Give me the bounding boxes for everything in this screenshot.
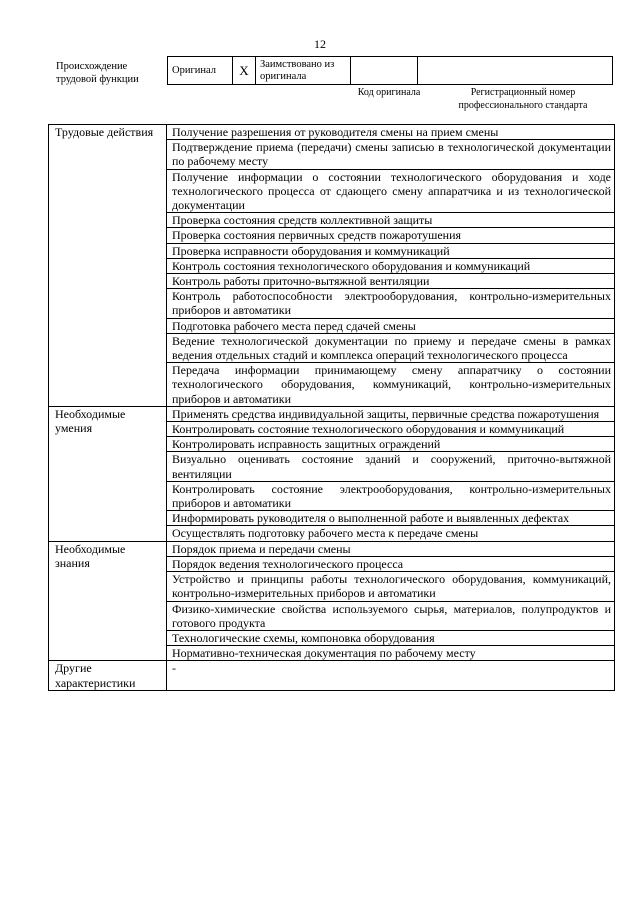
section-item: Проверка состояния средств коллективной защиты	[167, 213, 615, 228]
section-title: Другие характеристики	[49, 661, 167, 690]
section-item: Информировать руководителя о выполненной работе и выявленных дефектах	[167, 511, 615, 526]
borrowed-cell: Заимствовано из оригинала	[256, 57, 351, 85]
section-item: Контролировать исправность защитных ограждений	[167, 437, 615, 452]
reg-number-cell	[418, 57, 613, 85]
section-item: Порядок приема и передачи смены	[167, 541, 615, 556]
reg-caption: Регистрационный номер профессионального стандарта	[458, 87, 588, 111]
code-caption: Код оригинала	[357, 87, 421, 98]
section-title: Необходимые знания	[49, 541, 167, 661]
section-item: Технологические схемы, компоновка оборудования	[167, 630, 615, 645]
section-item: Передача информации принимающему смену аппаратчику о состоянии технологического оборудования, коммуникаций, контрольно-измерительных приборов и автоматики	[167, 363, 615, 407]
original-mark: X	[233, 57, 256, 85]
section-item: Подтверждение приема (передачи) смены записью в технологической документации по рабочему месту	[167, 140, 615, 169]
section-item: Контролировать состояние технологического оборудования и коммуникаций	[167, 422, 615, 437]
section-item: Порядок ведения технологического процесса	[167, 556, 615, 571]
section-item: Ведение технологической документации по приему и передаче смены в рамках ведения отдельных стадий и комплекса операций технологического процесса	[167, 333, 615, 362]
section-item: Нормативно-техническая документация по рабочему месту	[167, 646, 615, 661]
section-item: Получение информации о состоянии технологического оборудования и ходе технологического процесса от сдающего смену аппаратчика и из технологической документации	[167, 169, 615, 213]
table-row	[49, 541, 615, 556]
original-cell: Оригинал	[168, 57, 233, 85]
section-item: Контролировать состояние электрооборудования, контрольно-измерительных приборов и автоматики	[167, 481, 615, 510]
section-title: Трудовые действия	[49, 125, 167, 407]
section-item: Контроль состояния технологического оборудования и коммуникаций	[167, 258, 615, 273]
section-item: Визуально оценивать состояние зданий и сооружений, приточно-вытяжной вентиляции	[167, 452, 615, 481]
section-item: Подготовка рабочего места перед сдачей смены	[167, 318, 615, 333]
section-item: Физико-химические свойства используемого сырья, материалов, полупродуктов и готового продукта	[167, 601, 615, 630]
table-row	[49, 661, 615, 690]
page-number: 12	[314, 37, 326, 51]
section-item: Проверка состояния первичных средств пожаротушения	[167, 228, 615, 243]
table-row	[49, 406, 615, 421]
section-item: -	[167, 661, 615, 690]
section-title: Необходимые умения	[49, 406, 167, 541]
origin-label: Происхождение трудовой функции	[56, 61, 139, 85]
code-cell	[351, 57, 418, 85]
section-item: Контроль работы приточно-вытяжной вентиляции	[167, 274, 615, 289]
section-item: Получение разрешения от руководителя смены на прием смены	[167, 125, 615, 140]
section-item: Устройство и принципы работы технологического оборудования, коммуникаций, контрольно-измерительных приборов и автоматики	[167, 572, 615, 601]
section-item: Проверка исправности оборудования и коммуникаций	[167, 243, 615, 258]
section-item: Осуществлять подготовку рабочего места к передаче смены	[167, 526, 615, 541]
section-item: Применять средства индивидуальной защиты, первичные средства пожаротушения	[167, 406, 615, 421]
table-row	[49, 125, 615, 140]
section-item: Контроль работоспособности электрооборудования, контрольно-измерительных приборов и автоматики	[167, 289, 615, 318]
labor-function-table	[48, 124, 615, 691]
origin-table	[167, 56, 613, 85]
